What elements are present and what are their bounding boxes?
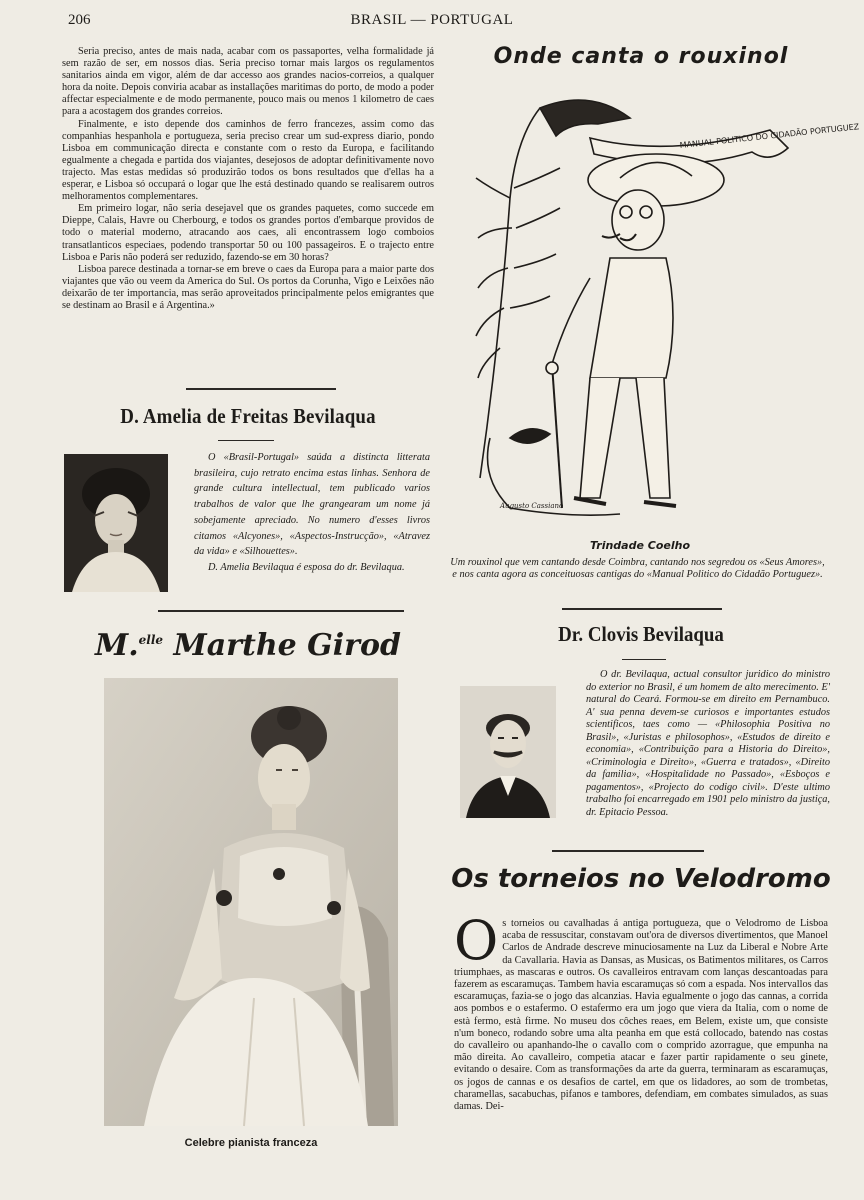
- torneios-heading: Os torneios no Velodromo: [451, 864, 831, 894]
- running-header: BRASIL — PORTUGAL: [350, 12, 514, 28]
- amelia-heading: D. Amelia de Freitas Bevilaqua: [120, 404, 376, 428]
- section-divider: [186, 388, 336, 390]
- paragraph: Em primeiro logar, não seria desejavel que os grandes paquetes, como succede em Dieppe, Calais, Havre ou Cherbourg, e todos os grandes portos d'embarque providos de todo o material moderno, atracando aos caes, ali encontrassem logo comboios transatlanticos especiaes, podendo transportar 50 ou 100 passageiros. E o trajecto entre Lisboa e Paris não poderá ser reduzido, fazendo-se em 30 horas?: [62, 203, 434, 263]
- paragraph: Lisboa parece destinada a tornar-se em breve o caes da Europa para a maior parte dos viajantes que vão ou veem da America do Sul. Os portos da Corunha, Vigo e Leixões não deixarão de ter importancia, mas serão aproveitados principalmente pelos emigrantes que se destinam ao Brasil e á Argentina.»: [62, 263, 434, 311]
- paragraph: D. Amelia Bevilaqua é esposa do dr. Bevilaqua.: [208, 561, 405, 573]
- rouxinol-heading: Onde canta o rouxinol: [493, 44, 789, 69]
- caricature-drawing: [470, 78, 860, 538]
- amelia-text: [194, 450, 430, 576]
- heading-underline: [622, 659, 666, 660]
- paragraph: Finalmente, e isto depende dos caminhos de ferro francezes, assim como das companhias hespanhola e portugueza, seria preciso crear um sud-express diario, pondo Lisboa em communicação directa e constante com o resto da Europa, e facilitando egualmente a chegada e partida dos viajantes, desejosos de adoptar definitivamente novo trajecto. Mas estas medidas só produzirão todos os bons resultados que d'ellas ha a esperar, e Lisboa só occupará o logar que lhe está destinado quando se realisarem outros melhoramentos complementares.: [62, 118, 434, 203]
- marthe-heading-name: Marthe Girod: [173, 628, 401, 663]
- clovis-text: [586, 669, 830, 819]
- section-divider: [552, 850, 704, 852]
- paragraph: O dr. Bevilaqua, actual consultor juridico do ministro do exterior no Brasil, é um homem de alto merecimento. E' natural do Ceará. Formou-se em direito em Pernambuco. A' sua penna devem-se curiosos e importantes estudos scientificos, taes como — «Philosophia Positiva no Brasil», «Juristas e philosophos», «Estudos de direito e economia», «Contribuição para a Historia do Direito», «Criminologia e Direito», «Guerra e tratados», «Direito da familia», «Hospitalidade no Passado», «Esboços e pagamentos», «Projecto do codigo civil». D'este ultimo trabalho foi encarregado em 1901 pelo ministro da justiça, dr. Epitacio Pessoa.: [586, 669, 830, 818]
- paragraph: Seria preciso, antes de mais nada, acabar com os passaportes, velha formalidade já sem razão de ser, em nossos dias. Seria preciso tornar mais largos os regulamentos sanitarios ainda em vigor, além de dar accesso aos grandes nacios-correios, a qualquer hora da noite. Depois conviria acabar as installações maritimas do porto, de modo a poder affectar especialmente e de modo permanente, pouco mais ou menos 1 kilometro de caes para a acostagem dos grandes correios.: [62, 46, 434, 118]
- artist-signature: Augusto Cassiano: [500, 502, 564, 510]
- clovis-portrait: [460, 686, 556, 818]
- clovis-heading: Dr. Clovis Bevilaqua: [558, 622, 724, 646]
- article-continuation: [62, 46, 434, 312]
- marthe-caption: Celebre pianista franceza: [184, 1137, 318, 1149]
- torneios-article: [454, 909, 828, 1113]
- banner-text: MANUAL POLITICO DO CIDADÃO PORTUGUEZ: [679, 122, 860, 150]
- caricature-name: Trindade Coelho: [589, 539, 691, 552]
- section-divider: [562, 608, 722, 610]
- page-number: 206: [68, 12, 91, 28]
- marthe-heading-prefix: M.: [95, 628, 139, 663]
- caricature-caption: Um rouxinol que vem cantando desde Coimbra, cantando nos segredou os «Seus Amores», e nos canta agora as conceituosas cantigas do «Manual Politico do Cidadão Portuguez».: [450, 557, 825, 581]
- section-divider: [158, 610, 404, 612]
- heading-underline: [218, 440, 274, 441]
- drop-cap: O: [454, 909, 499, 972]
- marthe-heading: [62, 628, 434, 663]
- amelia-portrait: [64, 454, 168, 592]
- marthe-heading-sup: elle: [138, 633, 164, 647]
- paragraph: O «Brasil-Portugal» saúda a distincta litterata brasileira, cujo retrato encima estas linhas. Senhora de grande cultura intellectual, tem publicado varios trabalhos de valor que lhe grangearam um nome já sobejamente apreciado. No numero d'esses livros citamos «Alcyones», «Aspectos-Instrucção», «Atravez da vida» e «Silhouettes».: [194, 452, 430, 558]
- paragraph: s torneios ou cavalhadas á antiga portugueza, que o Velodromo de Lisboa acaba de ressuscitar, constavam out'ora de diversos divertimentos, que Manoel Carlos de Andrade descreve minuciosamente na Luz da Liberal e Nobre Arte da Cavallaria. Havia as Dansas, as Musicas, os Batimentos militares, os Carros triumphaes, as mascaras e outros. Os cavalleiros entravam com lanças descantoadas para fazerem as escaramuças. Tambem havia escaramuças só com a espada. Nos intervallos das escaramuças, fazia-se o jogo das alcanzias. Havia egualmente o jogo das cannas, a corrida aos pombos e o estafermo. O estafermo era um jogo que viera da Italia, com o nome de està fermo, està firme. No museu dos côches reaes, em Belem, existe um, que consiste n'um boneco, rodando sobre uma alta peanha em que está collocado, batendo nas costas do cavalleiro ou apanhando-lhe o cavallo com o comprido azorrague, que empunha na mão direita. Ao cavalleiro, competia atacar e fazer partir rapidamente o seu ginete, evitando o desaire. Com as transformações da arte da guerra, terminaram as escaramuças, os jogos de cannas e os desafios de cartel, em que os lidadores, ao som de trombetas, charamellas, sacabuchas, pifanos e tambores, defendiam, em combates simulados, as suas damas. Dei-: [454, 918, 828, 1113]
- marthe-photograph: [104, 678, 398, 1126]
